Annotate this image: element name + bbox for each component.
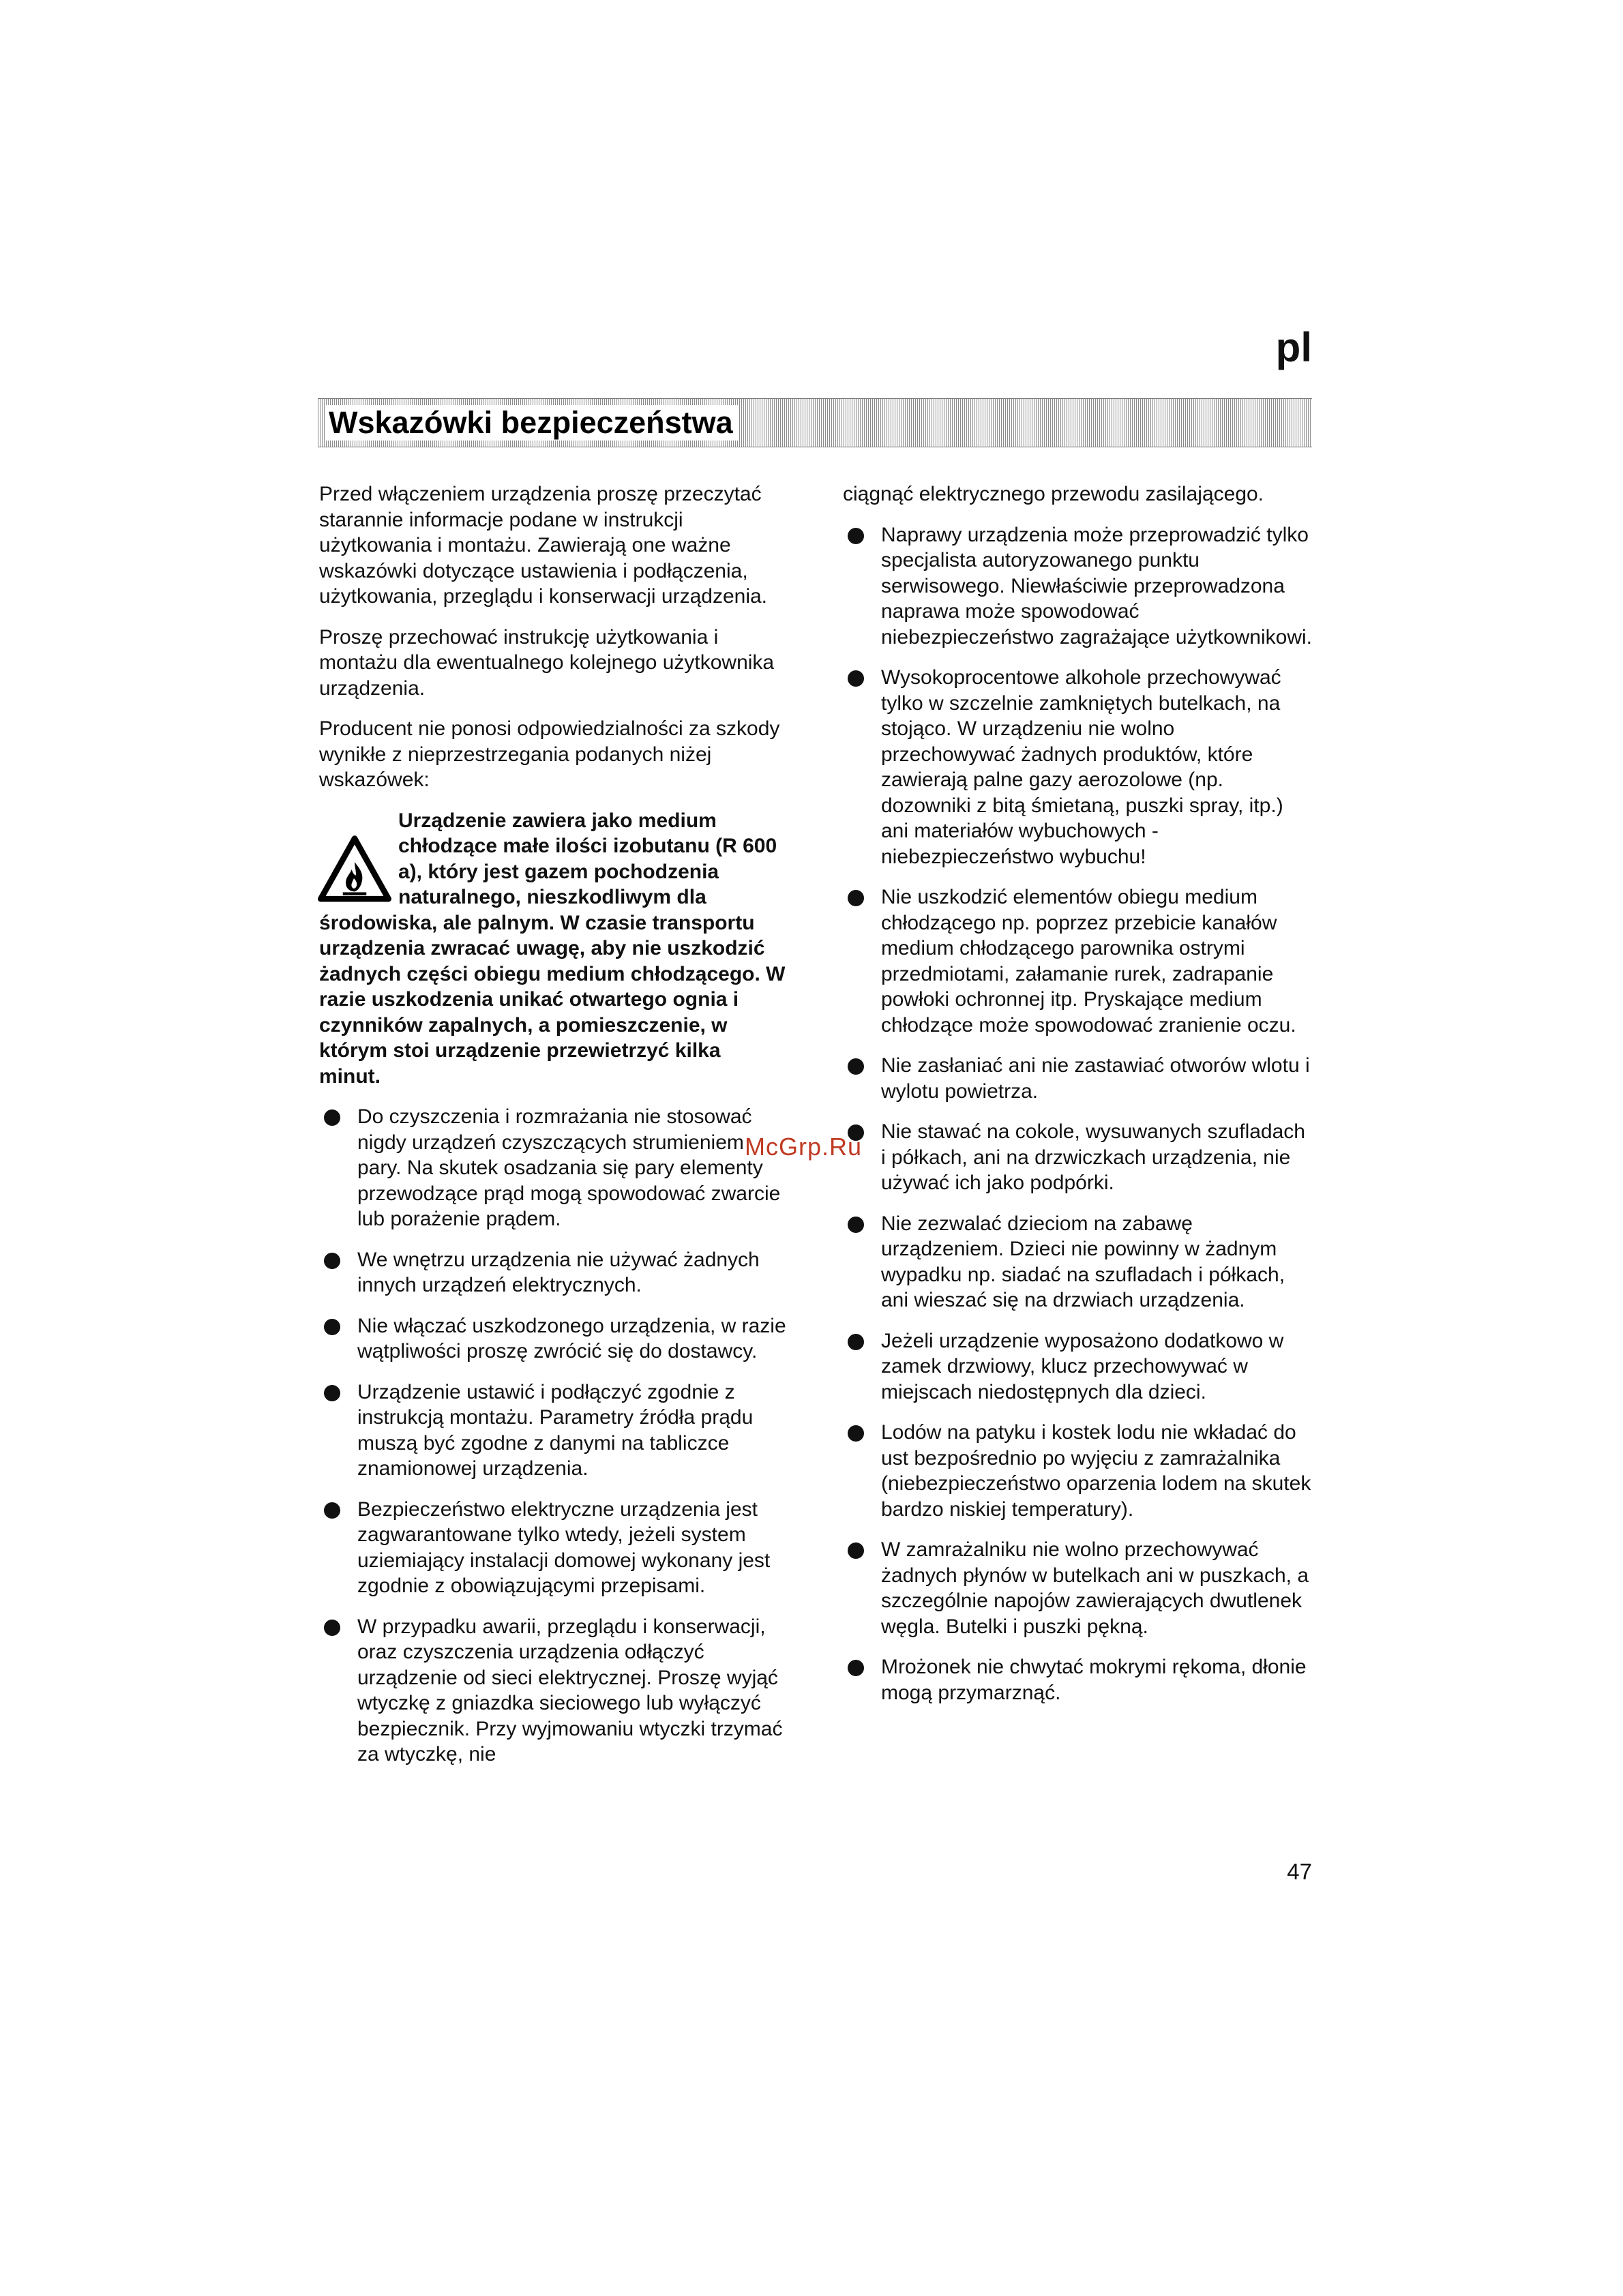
list-item — [843, 1537, 1312, 1639]
bullet-dot — [324, 1319, 340, 1335]
list-item — [319, 1247, 787, 1298]
list-item-text: Do czyszczenia i rozmrażania nie stosować nigdy urządzeń czyszczących strumieniem pary. Na skutek osadzania się pary elementy przewodzące prąd mogą spowodować zwarcie lub porażenie prądem. — [357, 1105, 781, 1230]
page-title: Wskazówki bezpieczeństwa — [326, 405, 739, 441]
list-item-text: Nie włączać uszkodzonego urządzenia, w razie wątpliwości proszę zwrócić się do dostawcy. — [357, 1314, 786, 1362]
list-item-text: Naprawy urządzenia może przeprowadzić tylko specjalista autoryzowanego punktu serwisowego. Niewłaściwie przeprowadzona naprawa może spowodować niebezpieczeństwo zagrażające użytkownikowi. — [881, 523, 1312, 648]
right-column — [843, 481, 1312, 1720]
list-item — [843, 522, 1312, 651]
intro-paragraph: Producent nie ponosi odpowiedzialności za szkody wynikłe z nieprzestrzegania podanych niżej wskazówek: — [319, 717, 780, 791]
list-item-text: Mrożonek nie chwytać mokrymi rękoma, dłonie mogą przymarznąć. — [881, 1656, 1307, 1704]
list-item — [843, 1211, 1312, 1313]
flammable-warning-block — [319, 808, 787, 1090]
list-item-text: W przypadku awarii, przeglądu i konserwacji, oraz czyszczenia urządzenia odłączyć urządzenie od sieci elektrycznej. Proszę wyjąć wtyczkę z gniazdka sieciowego lub wyłączyć bezpiecznik. Przy wyjmowaniu wtyczki trzymać za wtyczkę, nie — [357, 1615, 783, 1765]
intro-paragraph: Proszę przechować instrukcję użytkowania i montażu dla ewentualnego kolejnego użytkownika urządzenia. — [319, 625, 775, 700]
intro-paragraph: Przed włączeniem urządzenia proszę przeczytać starannie informacje podane w instrukcji użytkowania i montażu. Zawierają one ważne wskazówki dotyczące ustawienia i podłączenia, użytkowania, przeglądu i konserwacji urządzenia. — [319, 483, 768, 608]
list-item-text: Nie zasłaniać ani nie zastawiać otworów wlotu i wylotu powietrza. — [881, 1054, 1310, 1103]
list-item — [843, 1328, 1312, 1405]
left-bullet-list — [319, 1104, 787, 1768]
list-item — [319, 1497, 787, 1599]
bullet-dot — [324, 1502, 340, 1519]
list-item-text: Urządzenie ustawić i podłączyć zgodnie z instrukcją montażu. Parametry źródła prądu muszą być zgodne z danymi na tabliczce znamionowej urządzenia. — [357, 1380, 754, 1480]
list-item — [843, 1053, 1312, 1104]
list-item-text: Bezpieczeństwo elektryczne urządzenia jest zagwarantowane tylko wtedy, jeżeli system uziemiający instalacji domowej wykonany jest zgodnie z obowiązującymi przepisami. — [357, 1497, 771, 1597]
list-item-text: We wnętrzu urządzenia nie używać żadnych innych urządzeń elektrycznych. — [357, 1248, 760, 1296]
page-number: 47 — [1287, 1859, 1312, 1884]
bullet-dot — [848, 528, 864, 544]
list-item-text: Wysokoprocentowe alkohole przechowywać tylko w szczelnie zamkniętych butelkach, na stojąco. W urządzeniu nie wolno przechowywać żadnych produktów, które zawierają palne gazy aerozolowe (np. dozowniki z bitą śmietaną, puszki spray, itp.) ani materiałów wybuchowych - niebezpieczeństwo wybuchu! — [881, 666, 1283, 868]
bullet-dot — [848, 1217, 864, 1233]
bullet-dot — [848, 1660, 864, 1676]
left-column — [319, 481, 787, 1783]
section-title-bar — [318, 398, 1312, 447]
list-item — [319, 1104, 787, 1232]
list-item-text: Lodów na patyku i kostek lodu nie wkładać do ust bezpośrednio po wyjęciu z zamrażalnika (niebezpieczeństwo oparzenia lodem na skutek bardzo niskiej temperatury). — [881, 1421, 1311, 1521]
list-item-text: Nie zezwalać dzieciom na zabawę urządzeniem. Dzieci nie powinny w żadnym wypadku np. siadać na szufladach i półkach, ani wieszać się na drzwiach urządzenia. — [881, 1212, 1285, 1311]
list-item — [319, 1313, 787, 1365]
bullet-dot — [324, 1109, 340, 1126]
list-item — [843, 665, 1312, 869]
list-item — [843, 884, 1312, 1038]
bullet-dot — [848, 1425, 864, 1442]
bullet-dot — [848, 670, 864, 687]
bullet-dot — [848, 1334, 864, 1350]
list-item-text: Jeżeli urządzenie wyposażono dodatkowo w zamek drzwiowy, klucz przechowywać w miejscach niedostępnych dla dzieci. — [881, 1329, 1284, 1403]
list-item-text: Nie uszkodzić elementów obiegu medium chłodzącego np. poprzez przebicie kanałów medium chłodzącego parownika ostrymi przedmiotami, załamanie rurek, zadrapanie powłoki ochronnej itp. Pryskające medium chłodzące może spowodować zranienie oczu. — [881, 886, 1296, 1037]
bullet-dot — [848, 890, 864, 906]
list-item — [843, 1654, 1312, 1705]
language-code: pl — [1275, 325, 1312, 370]
bullet-dot — [848, 1542, 864, 1559]
warning-text: Urządzenie zawiera jako medium chłodzące małe ilości izobutanu (R 600 a), który jest gazem pochodzenia naturalnego, nieszkodliwym dla środowiska, ale palnym. W czasie transportu urządzenia zwracać uwagę, aby nie uszkodzić żadnych części obiegu medium chłodzącego. W razie uszkodzenia unikać otwartego ognia i czynników zapalnych, a pomieszczenie, w którym stoi urządzenie przewietrzyć kilka minut. — [319, 809, 786, 1088]
list-item — [319, 1380, 787, 1482]
right-bullet-list — [843, 522, 1312, 1706]
bullet-dot — [848, 1058, 864, 1075]
list-item — [843, 1420, 1312, 1522]
flammable-warning-icon — [318, 831, 391, 908]
list-item-text: Nie stawać na cokole, wysuwanych szufladach i półkach, ani na drzwiczkach urządzenia, nie używać ich jako podpórki. — [881, 1120, 1305, 1194]
list-item — [843, 1119, 1312, 1196]
bullet-dot — [324, 1385, 340, 1401]
watermark: McGrp.Ru — [745, 1133, 863, 1161]
list-item-text: W zamrażalniku nie wolno przechowywać żadnych płynów w butelkach ani w puszkach, a szczególnie napojów zawierających dwutlenek węgla. Butelki i puszki pękną. — [881, 1538, 1309, 1638]
list-item — [319, 1614, 787, 1768]
continued-text: ciągnąć elektrycznego przewodu zasilającego. — [843, 483, 1264, 505]
bullet-dot — [324, 1620, 340, 1636]
bullet-dot — [324, 1253, 340, 1269]
